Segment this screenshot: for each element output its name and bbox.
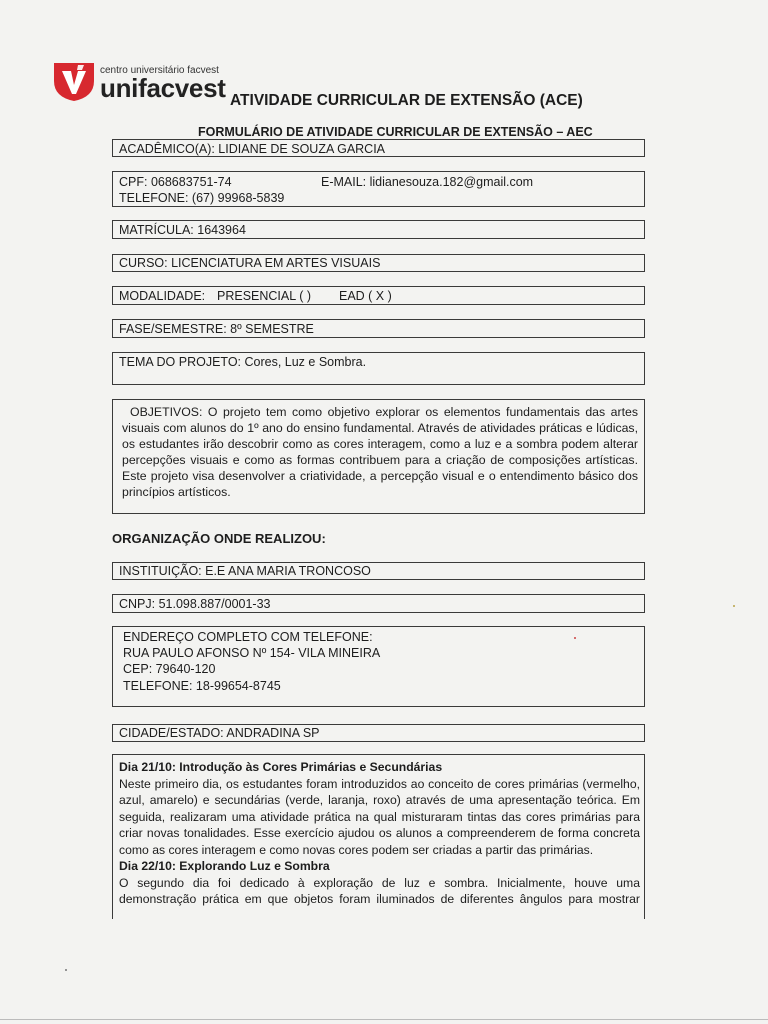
matricula-value: MATRÍCULA: 1643964 <box>119 223 246 237</box>
matricula-field <box>112 220 645 239</box>
email-value: E-MAIL: lidianesouza.182@gmail.com <box>321 175 534 189</box>
cidade-value: CIDADE/ESTADO: ANDRADINA SP <box>119 726 320 740</box>
cnpj-field <box>112 594 645 613</box>
endereco-label: ENDEREÇO COMPLETO COM TELEFONE: <box>123 630 373 644</box>
objetivos-text: OBJETIVOS: O projeto tem como objetivo explorar os elementos fundamentais das artes visuais com alunos do 1º ano do ensino fundamental. Através de atividades práticas e lúdicas, os estudantes irão descobrir como as cores interagem, como a luz e a sombra podem alterar percepções visuais e como as formas contribuem para a criação de composições artísticas. Este projeto visa desenvolver a criatividade, a percepção visual e o entendimento básico dos princípios artísticos. <box>122 405 638 499</box>
cpf-value: CPF: 068683751-74 <box>119 175 232 189</box>
contact-field <box>112 171 645 207</box>
dia1-text: Neste primeiro dia, os estudantes foram introduzidos ao conceito de cores primárias (vermelho, azul, amarelo) e secundárias (verde, laranja, roxo) através de uma apresentação teórica. Em seguida, realizaram uma atividade prática na qual misturaram tintas das cores primárias para criar novas tonalidades. Esse exercício ajudou os alunos a compreenderem de forma concreta como as cores interagem e como novas cores podem ser criadas a partir das primárias. <box>119 776 640 857</box>
scan-speck <box>733 605 735 607</box>
tema-value: TEMA DO PROJETO: Cores, Luz e Sombra. <box>119 355 367 369</box>
curso-field <box>112 254 645 272</box>
dia2-text: O segundo dia foi dedicado à exploração de luz e sombra. Inicialmente, houve uma demonstração prática em que objetos foram iluminados de diferentes ângulos para mostrar <box>119 875 640 906</box>
endereco-cep: CEP: 79640-120 <box>123 662 216 676</box>
atividades-text <box>119 759 640 908</box>
page-title: ATIVIDADE CURRICULAR DE EXTENSÃO (ACE) <box>230 92 583 109</box>
fase-value: FASE/SEMESTRE: 8º SEMESTRE <box>119 322 314 336</box>
form-subtitle: FORMULÁRIO DE ATIVIDADE CURRICULAR DE EXTENSÃO – AEC <box>198 125 593 139</box>
cidade-field <box>112 724 645 742</box>
dia1-title: Dia 21/10: Introdução às Cores Primárias e Secundárias <box>119 760 443 774</box>
scan-speck <box>65 969 67 971</box>
cnpj-value: CNPJ: 51.098.887/0001-33 <box>119 597 271 611</box>
modalidade-ead: EAD ( X ) <box>339 289 392 303</box>
academico-value: ACADÊMICO(A): LIDIANE DE SOUZA GARCIA <box>119 142 386 156</box>
endereco-rua: RUA PAULO AFONSO Nº 154- VILA MINEIRA <box>123 646 381 660</box>
organizacao-heading: ORGANIZAÇÃO ONDE REALIZOU: <box>112 531 326 546</box>
curso-value: CURSO: LICENCIATURA EM ARTES VISUAIS <box>119 256 381 270</box>
fase-field <box>112 319 645 338</box>
instituicao-value: INSTITUIÇÃO: E.E ANA MARIA TRONCOSO <box>119 564 371 578</box>
modalidade-presencial: PRESENCIAL ( ) <box>217 289 312 303</box>
scan-speck <box>574 637 576 639</box>
page-bottom-rule <box>0 1019 768 1020</box>
modalidade-field <box>112 286 645 305</box>
instituicao-field <box>112 562 645 580</box>
telefone-value: TELEFONE: (67) 99968-5839 <box>119 191 285 205</box>
academico-field <box>112 139 645 157</box>
logo-brand-text: unifacvest <box>100 73 226 103</box>
endereco-telefone: TELEFONE: 18-99654-8745 <box>123 679 281 693</box>
logo-small-text: centro universitário facvest <box>100 65 219 76</box>
endereco-field <box>112 626 645 707</box>
modalidade-label: MODALIDADE: <box>119 289 206 303</box>
unifacvest-logo-icon <box>52 59 96 103</box>
tema-field <box>112 352 645 385</box>
dia2-title: Dia 22/10: Explorando Luz e Sombra <box>119 859 330 873</box>
